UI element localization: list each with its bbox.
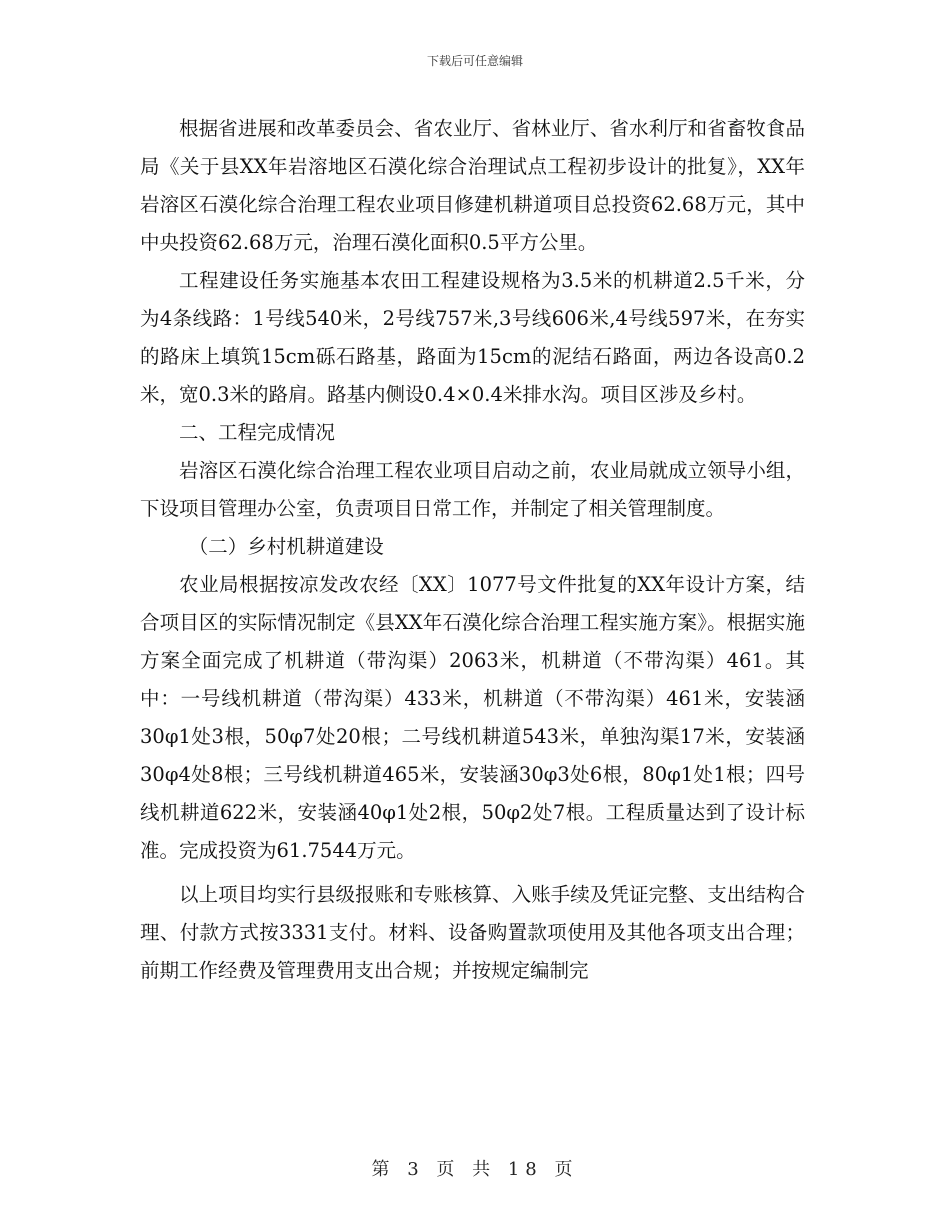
paragraph-leadership-group: 岩溶区石漠化综合治理工程农业项目启动之前，农业局就成立领导小组，下设项目管理办公室，负责项目日常工作，并制定了相关管理制度。 xyxy=(140,459,805,520)
paragraph-approval: 根据省进展和改革委员会、省农业厅、省林业厅、省水利厅和省畜牧食品局《关于县XX年岩溶地区石漠化综合治理试点工程初步设计的批复》，XX年岩溶区石漠化综合治理工程农业项目修建机耕道项目总投资62.68万元，其中中央投资62.68万元，治理石漠化面积0.5平方公里。 xyxy=(140,117,805,254)
page-header-note: 下载后可任意编辑 xyxy=(426,54,523,68)
document-body xyxy=(140,110,805,990)
section-heading-completion: 二、工程完成情况 xyxy=(179,421,336,444)
paragraph-construction-task: 工程建设任务实施基本农田工程建设规格为3.5米的机耕道2.5千米，分为4条线路：1号线540米，2号线757米,3号线606米,4号线597米，在夯实的路床上填筑15cm砾石路基，路面为15cm的泥结石路面，两边各设高0.2米，宽0.3米的路肩。路基内侧设0.4×0.4米排水沟。项目区涉及乡村。 xyxy=(140,269,805,406)
paragraph-accounting: 以上项目均实行县级报账和专账核算、入账手续及凭证完整、支出结构合理、付款方式按3331支付。材料、设备购置款项使用及其他各项支出合理；前期工作经费及管理费用支出合规；并按规定编制完 xyxy=(140,883,805,982)
subsection-heading-roads: （二）乡村机耕道建设 xyxy=(188,535,384,558)
paragraph-road-construction: 农业局根据按凉发改农经〔XX〕1077号文件批复的XX年设计方案，结合项目区的实际情况制定《县XX年石漠化综合治理工程实施方案》。根据实施方案全面完成了机耕道（带沟渠）2063米，机耕道（不带沟渠）461。其中：一号线机耕道（带沟渠）433米，机耕道（不带沟渠）461米，安装涵30φ1处3根，50φ7处20根；二号线机耕道543米，单独沟渠17米，安装涵30φ4处8根；三号线机耕道465米，安装涵30φ3处6根，80φ1处1根；四号线机耕道622米，安装涵40φ1处2根，50φ2处7根。工程质量达到了设计标准。完成投资为61.7544万元。 xyxy=(140,573,805,862)
page-number-footer: 第 3 页 共 18 页 xyxy=(371,1159,579,1180)
